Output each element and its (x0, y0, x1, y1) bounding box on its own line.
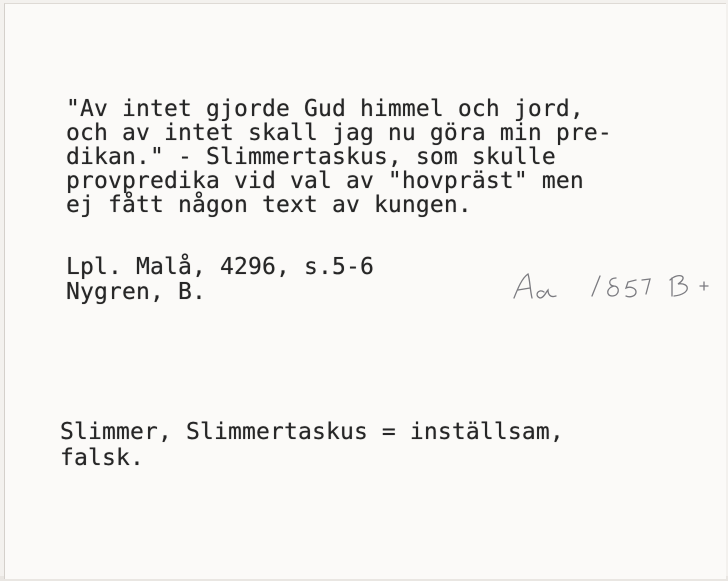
quote-line-2: och av intet skall jag nu göra min pre- (66, 120, 612, 146)
definition-line-2: falsk. (60, 445, 144, 471)
quote-line-4: provpredika vid val av "hovpräst" men (66, 168, 584, 194)
source-line-2: Nygren, B. (66, 279, 206, 305)
quote-line-5: ej fått någon text av kungen. (66, 192, 472, 218)
quote-line-1: "Av intet gjorde Gud himmel och jord, (66, 96, 584, 122)
handwritten-note (508, 266, 728, 306)
definition-line-1: Slimmer, Slimmertaskus = inställsam, (60, 419, 564, 445)
quote-line-3: dikan." - Slimmertaskus, som skulle (66, 144, 556, 170)
source-line-1: Lpl. Malå, 4296, s.5-6 (66, 254, 374, 280)
